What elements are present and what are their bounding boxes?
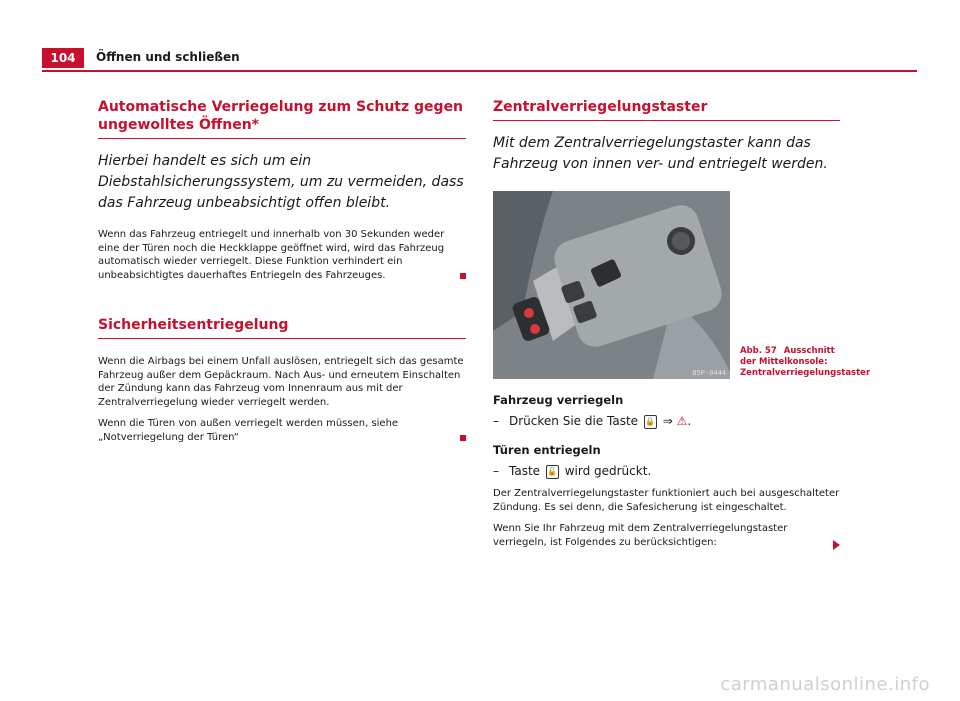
reference-arrow: ⇒ — [662, 414, 673, 428]
section-title-security-unlock: Sicherheitsentriegelung — [98, 316, 466, 339]
lock-key-icon: 🔒 — [644, 415, 657, 429]
lock-step-text-a: Drücken Sie die Taste — [509, 414, 639, 428]
unlock-step-text-b: wird gedrückt. — [564, 464, 652, 478]
warning-triangle-icon[interactable]: ⚠ — [676, 414, 688, 428]
section-paragraph-text: Wenn Sie Ihr Fahrzeug mit dem Zentralverriegelungstaster verriegeln, ist Folgendes zu berücksichtigen: — [493, 523, 788, 548]
page-header — [42, 48, 917, 72]
watermark: carmanualsonline.info — [720, 674, 930, 695]
caption-text: Ausschnitt der Mittelkonsole: Zentralverriegelungstaster — [740, 346, 871, 378]
section-security-unlock — [98, 316, 466, 444]
figure-caption — [740, 346, 871, 379]
step-dash: – — [493, 414, 499, 428]
section-paragraph: Wenn die Airbags bei einem Unfall auslösen, entriegelt sich das gesamte Fahrzeug außer dem Gepäckraum. Nach Aus- und erneutem Einschalten der Zündung kann das Fahrzeug vom Innenraum aus mit der Zentralverriegelung wieder verriegelt werden. — [98, 356, 464, 408]
section-paragraph — [98, 417, 466, 444]
section-title-central-lock: Zentralverriegelungstaster — [493, 98, 840, 121]
end-mark-icon — [460, 273, 466, 279]
unlock-step-text-a: Taste — [509, 464, 541, 478]
figure-row — [493, 189, 871, 379]
figure-code: B5P-0444 — [692, 369, 726, 377]
left-column — [98, 98, 466, 452]
chapter-title: Öffnen und schließen — [96, 50, 240, 64]
section-lead: Mit dem Zentralverriegelungstaster kann das Fahrzeug von innen ver- und entriegelt werden. — [493, 135, 828, 172]
lock-step-text: Drücken Sie die Taste 🔒 ⇒ ⚠. — [509, 414, 692, 428]
right-column — [493, 98, 871, 557]
section-body-text: Wenn das Fahrzeug entriegelt und innerhalb von 30 Sekunden weder eine der Türen noch die Heckklappe geöffnet wird, wird das Fahrzeug automatisch wieder verriegelt. Diese Funktion verhindert ein unbeabsichtigtes dauerhaftes Entriegeln des Fahrzeuges. — [98, 229, 445, 281]
step-dash: – — [493, 464, 499, 478]
console-illustration — [493, 191, 730, 379]
continue-arrow-icon — [833, 540, 840, 550]
section-lead: Hierbei handelt es sich um ein Diebstahlsicherungssystem, um zu vermeiden, dass das Fahrzeug unbeabsichtigt offen bleibt. — [98, 153, 464, 211]
unlock-key-icon: 🔓 — [546, 465, 559, 479]
lock-step — [493, 413, 840, 429]
unlock-heading: Türen entriegeln — [493, 443, 601, 457]
page-number: 104 — [42, 48, 84, 68]
unlock-step-text — [509, 463, 651, 479]
unlock-step — [493, 463, 840, 479]
section-title-auto-lock: Automatische Verriegelung zum Schutz gegen ungewolltes Öffnen* — [98, 98, 466, 139]
lock-heading: Fahrzeug verriegeln — [493, 393, 624, 407]
section-paragraph — [493, 522, 840, 549]
caption-number: Abb. 57 — [740, 346, 777, 356]
section-paragraph: Der Zentralverriegelungstaster funktioniert auch bei ausgeschalteter Zündung. Es sei denn, die Safesicherung ist eingeschaltet. — [493, 488, 840, 513]
end-mark-icon — [460, 435, 466, 441]
console-photo — [493, 191, 730, 379]
section-paragraph-text: Wenn die Türen von außen verriegelt werden müssen, siehe „Notverriegelung der Türen“ — [98, 418, 399, 443]
section-body — [98, 228, 466, 282]
